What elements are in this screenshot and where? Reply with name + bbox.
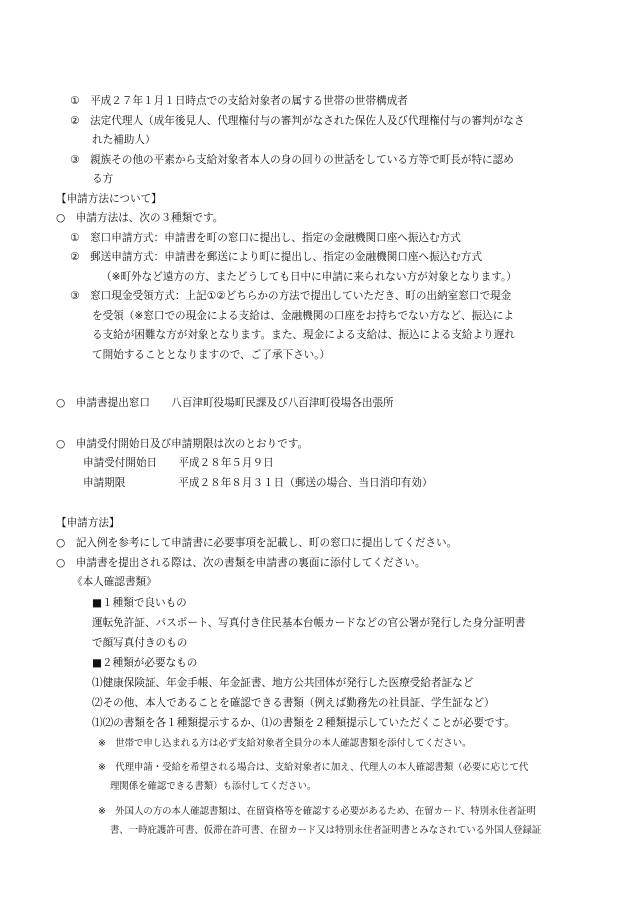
note-foreigner: ※ 外国人の方の本人確認書類は、在留資格等を確認する必要があるため、在留カード、特別永住者証明 [98,806,536,817]
method-item-3-cont-1: を受領（※窓口での現金による支給は、金融機関の口座をお持ちでない方など、振込によ [92,310,514,322]
section-heading-method: 【申請方法について】 [56,193,162,205]
method-item-3-cont-3: て開始することとなりますので、ご了承下さい。） [92,349,331,361]
note-foreigner-cont: 書、一時庇護許可書、仮滞在許可書、在留カード又は特別永住者証明書とみなされている外国人登録証 [110,825,542,836]
eligible-item-2-cont: れた補助人） [92,134,156,146]
one-kind-desc-cont: で顔写真付きのもの [92,637,188,649]
method-item-3: ③ 窓口現金受領方式：上記①②どちらかの方法で提出していただき、町の出納室窓口で現金 [70,290,512,302]
eligible-item-3-cont: る方 [92,173,114,185]
id-documents-heading: 《本人確認書類》 [72,576,157,588]
period-intro: ○ 申請受付開始日及び申請期限は次のとおりです。 [56,438,309,450]
section-heading-application: 【申請方法】 [56,517,120,529]
note-household: ※ 世帯で申し込まれる方は必ず支給対象者全員分の本人確認書類を添付してください。 [98,738,472,749]
note-proxy: ※ 代理申請・受給を希望される場合は、支給対象者に加え、代理人の本人確認書類（必要に応じて代 [98,762,529,773]
one-kind-heading: ■１種類で良いもの [92,597,187,609]
start-date: 申請受付開始日 平成２８年５月９日 [83,457,274,469]
method-item-3-cont-2: る支給が困難な方が対象となります。また、現金による支給は、振込による支給より遅れ [92,329,515,341]
application-step-1: ○ 記入例を参考にして申請書に必要事項を記載し、町の窓口に提出してください。 [56,537,458,549]
two-kind-rule: ⑴⑵の書類を各１種類提示するか、⑴の書類を２種類提示していただくことが必要です。 [92,717,515,729]
two-kind-heading: ■２種類が必要なもの [92,657,198,669]
method-item-2: ② 郵送申請方式：申請書を郵送により町に提出し、指定の金融機関口座へ振込む方式 [70,251,483,263]
eligible-item-1: ① 平成２７年１月１日時点での支給対象者の属する世帯の世帯構成者 [70,95,408,107]
deadline: 申請期限 平成２８年８月３１日（郵送の場合、当日消印有効） [83,477,433,489]
method-item-1: ① 窓口申請方式：申請書を町の窓口に提出し、指定の金融機関口座へ振込む方式 [70,232,461,244]
method-item-2-note: （※町外など遠方の方、またどうしても日中に申請に来られない方が対象となります。） [101,271,517,283]
eligible-item-2: ② 法定代理人（成年後見人、代理権付与の審判がなされた保佐人及び代理権付与の審判がなさ [70,115,525,127]
eligible-item-3: ③ 親族その他の平素から支給対象者本人の身の回りの世話をしている方等で町長が特に認め [70,154,514,166]
submission-window: ○ 申請書提出窓口 八百津町役場町民課及び八百津町役場各出張所 [56,397,394,409]
two-kind-item-1: ⑴健康保険証、年金手帳、年金証書、地方公共団体が発行した医療受給者証など [92,677,474,689]
one-kind-desc: 運転免許証、パスポート、写真付き住民基本台帳カードなどの官公署が発行した身分証明書 [92,617,526,629]
application-step-2: ○ 申請書を提出される際は、次の書類を申請書の裏面に添付してください。 [56,557,426,569]
method-intro: ○ 申請方法は、次の３種類です。 [56,212,224,224]
note-proxy-cont: 理関係を確認できる書類）も添付してください。 [110,781,317,792]
two-kind-item-2: ⑵その他、本人であることを確認できる書類（例えば勤務先の社員証、学生証など） [92,697,495,709]
